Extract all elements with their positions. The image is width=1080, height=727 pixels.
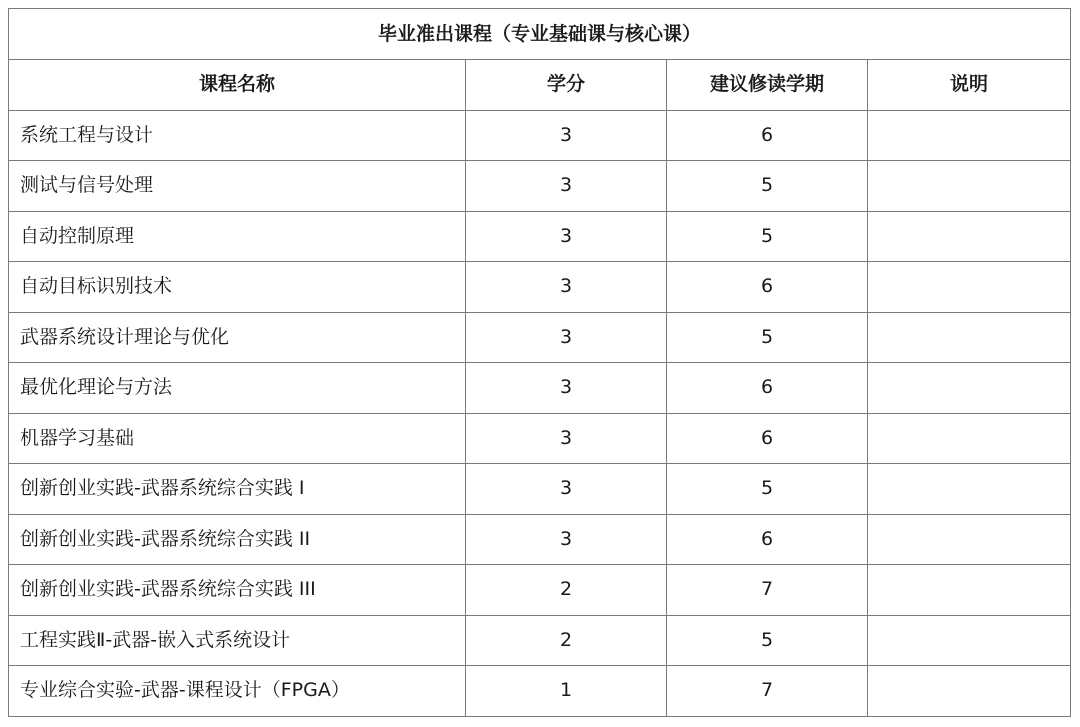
table-row [9,363,1071,414]
semester-cell: 6 [667,262,868,313]
credits-cell: 3 [466,464,667,515]
table-title-row [9,9,1071,60]
credits-cell: 3 [466,262,667,313]
table-row [9,211,1071,262]
notes-cell [868,413,1071,464]
table-row [9,615,1071,666]
credits-cell: 3 [466,413,667,464]
notes-cell [868,666,1071,717]
semester-cell: 7 [667,565,868,616]
semester-cell: 7 [667,666,868,717]
table-row [9,514,1071,565]
semester-cell: 5 [667,464,868,515]
notes-cell [868,464,1071,515]
course-name-cell: 系统工程与设计 [9,110,466,161]
notes-cell [868,565,1071,616]
table-row [9,464,1071,515]
credits-cell: 2 [466,565,667,616]
course-name-cell: 测试与信号处理 [9,161,466,212]
semester-cell: 5 [667,615,868,666]
notes-cell [868,262,1071,313]
course-name-cell: 机器学习基础 [9,413,466,464]
table-row [9,666,1071,717]
semester-cell: 6 [667,413,868,464]
table-row [9,312,1071,363]
credits-cell: 3 [466,363,667,414]
semester-cell: 5 [667,211,868,262]
credits-cell: 1 [466,666,667,717]
course-name-cell: 工程实践Ⅱ-武器-嵌入式系统设计 [9,615,466,666]
course-name-cell: 最优化理论与方法 [9,363,466,414]
credits-cell: 3 [466,161,667,212]
semester-cell: 6 [667,514,868,565]
course-name-cell: 创新创业实践-武器系统综合实践 III [9,565,466,616]
table-body [9,110,1071,716]
course-name-cell: 自动控制原理 [9,211,466,262]
table-row [9,161,1071,212]
course-name-cell: 武器系统设计理论与优化 [9,312,466,363]
header-notes: 说明 [868,60,1071,111]
header-course-name: 课程名称 [9,60,466,111]
table-row [9,262,1071,313]
course-name-cell: 专业综合实验-武器-课程设计（FPGA） [9,666,466,717]
course-table [8,8,1071,717]
notes-cell [868,211,1071,262]
header-semester: 建议修读学期 [667,60,868,111]
table-row [9,413,1071,464]
course-table-container [8,8,1070,717]
table-row [9,110,1071,161]
notes-cell [868,615,1071,666]
semester-cell: 6 [667,363,868,414]
table-title: 毕业准出课程（专业基础课与核心课） [9,9,1071,60]
credits-cell: 3 [466,514,667,565]
notes-cell [868,514,1071,565]
semester-cell: 6 [667,110,868,161]
credits-cell: 3 [466,211,667,262]
course-name-cell: 创新创业实践-武器系统综合实践 I [9,464,466,515]
credits-cell: 3 [466,312,667,363]
semester-cell: 5 [667,312,868,363]
course-name-cell: 创新创业实践-武器系统综合实践 II [9,514,466,565]
table-row [9,565,1071,616]
notes-cell [868,110,1071,161]
course-name-cell: 自动目标识别技术 [9,262,466,313]
header-credits: 学分 [466,60,667,111]
notes-cell [868,161,1071,212]
notes-cell [868,312,1071,363]
notes-cell [868,363,1071,414]
table-header-row [9,60,1071,111]
semester-cell: 5 [667,161,868,212]
credits-cell: 2 [466,615,667,666]
credits-cell: 3 [466,110,667,161]
